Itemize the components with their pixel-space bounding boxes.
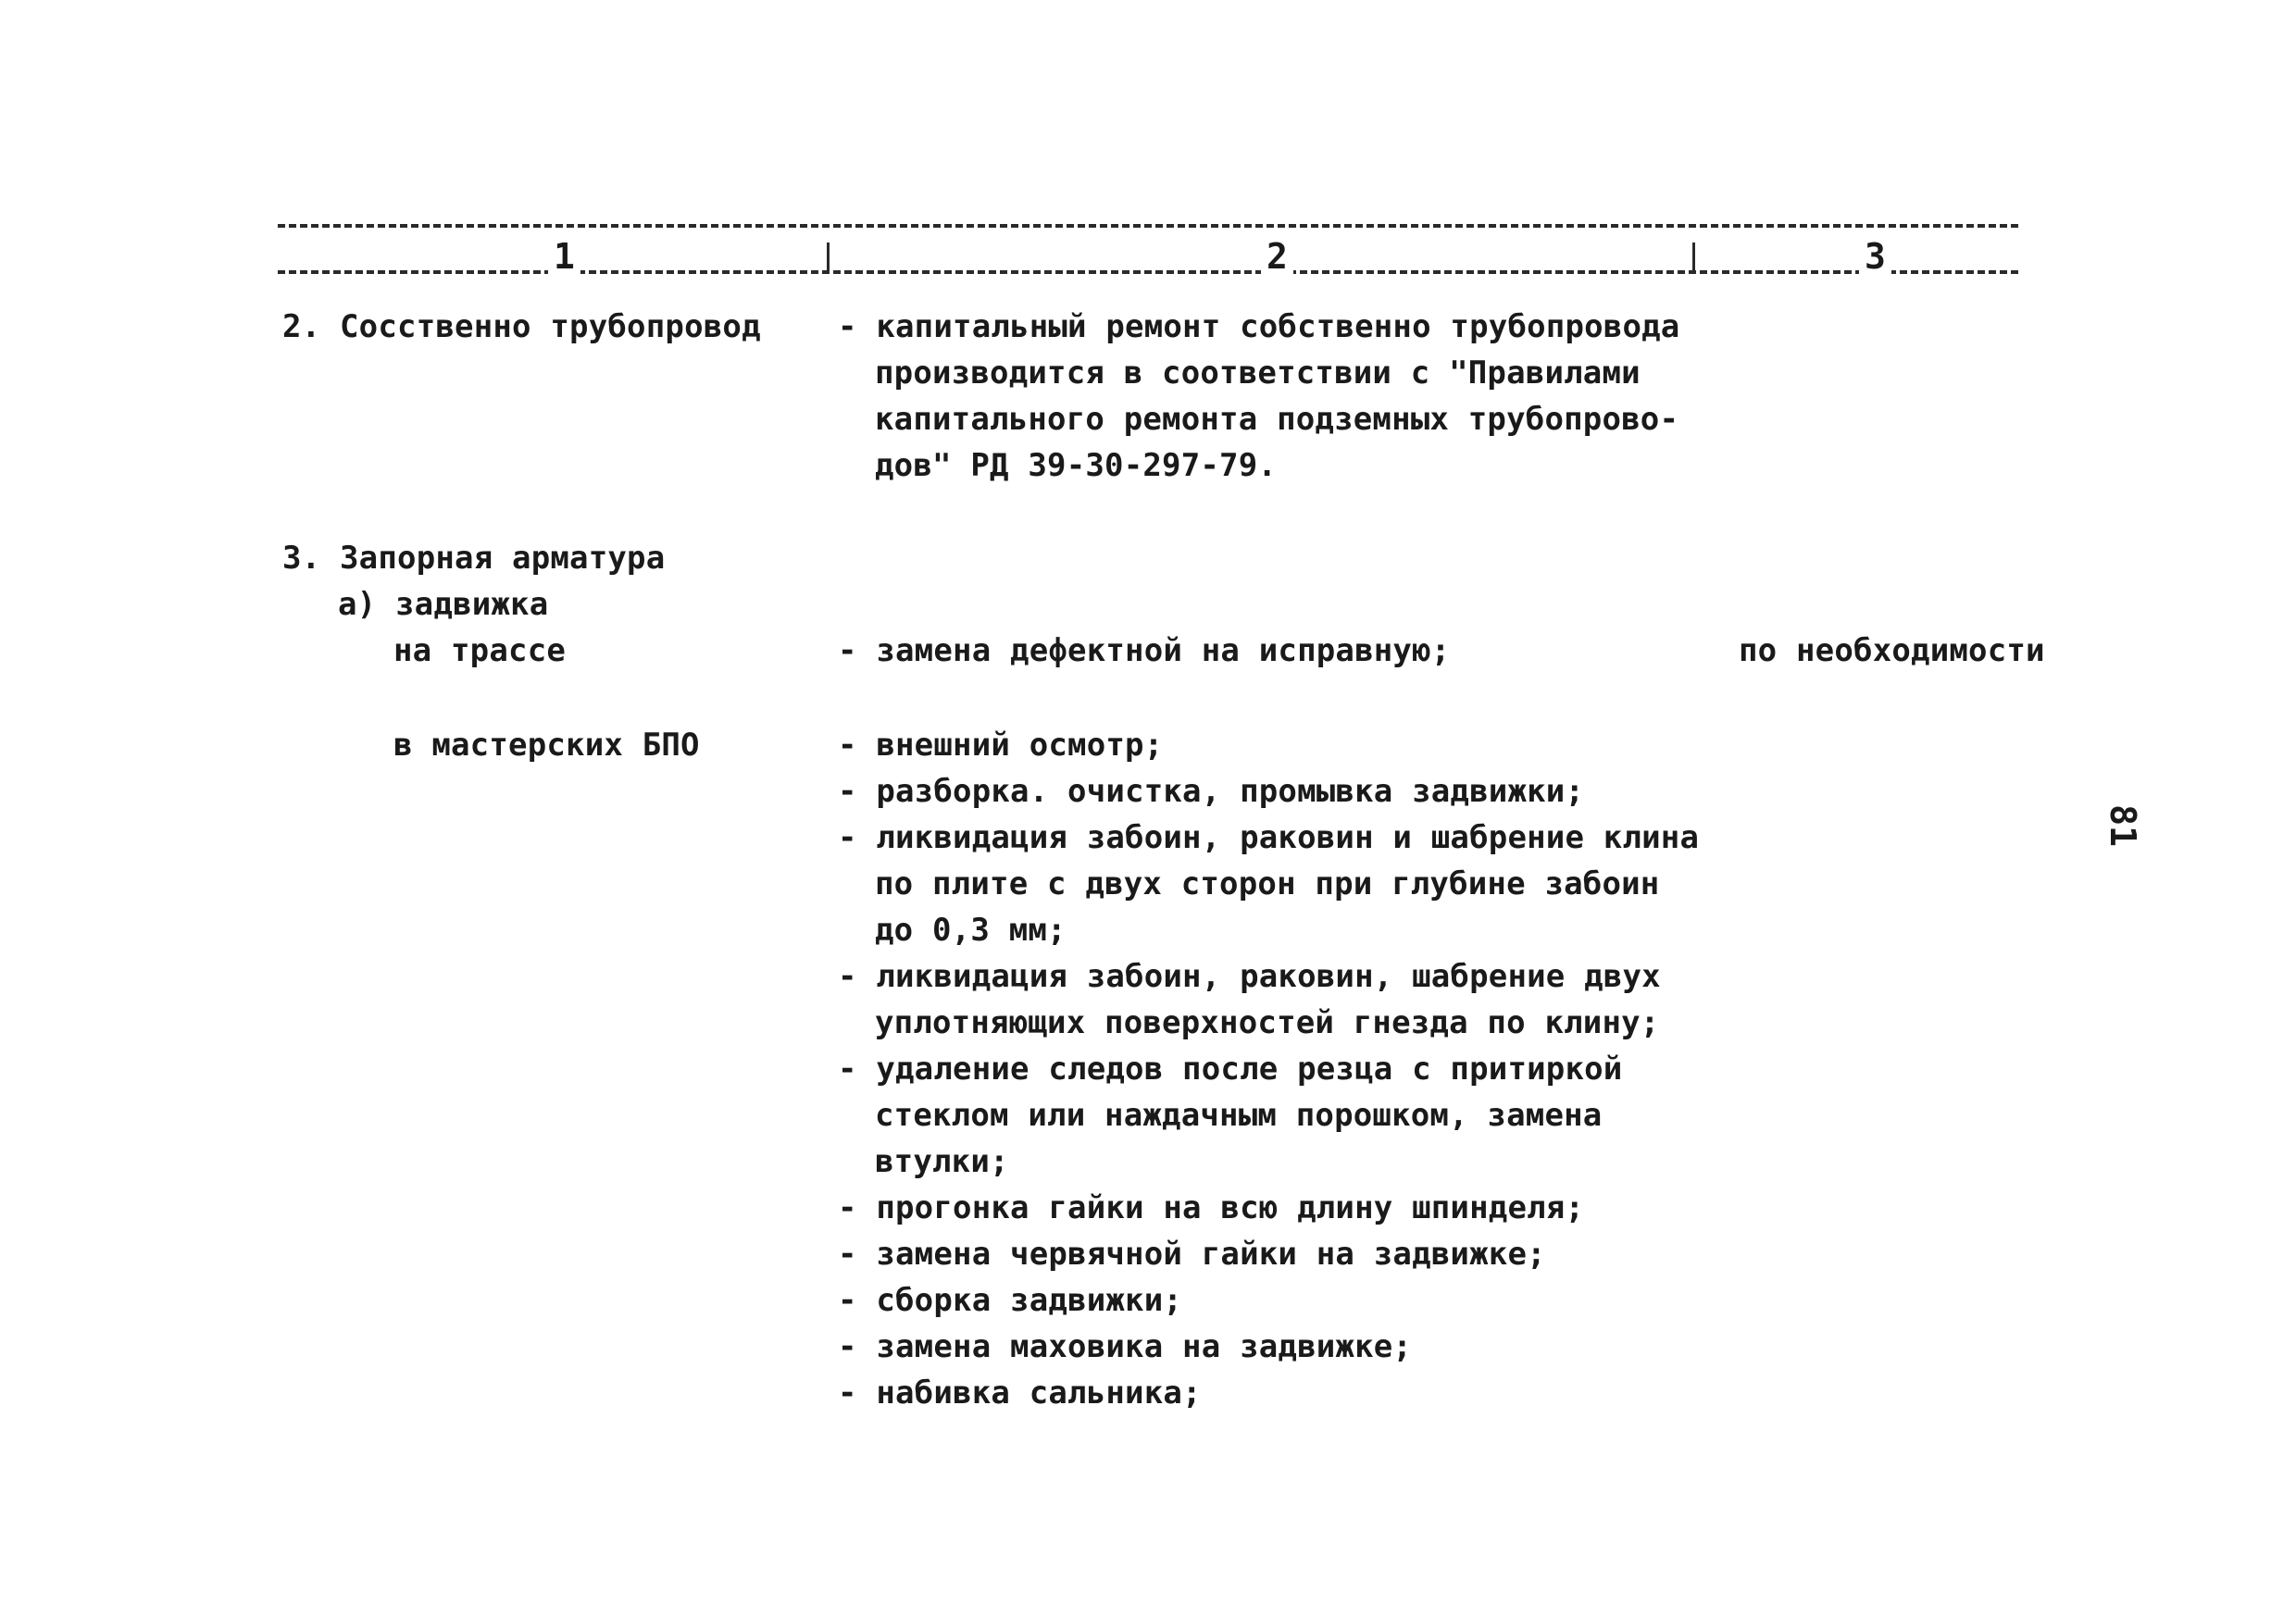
header-rule-bottom xyxy=(278,270,2018,274)
workshop-line: - прогонка гайки на всю длину шпинделя; xyxy=(838,1189,1585,1226)
workshop-line: - ликвидация забоин, раковин и шабрение клина xyxy=(838,819,1700,856)
workshop-line: - удаление следов после резца с притиркой xyxy=(838,1051,1623,1088)
workshop-line: уплотняющих поверхностей гнезда по клину; xyxy=(875,1004,1660,1041)
workshop-line: - замена маховика на задвижке; xyxy=(838,1328,1413,1365)
section-2-line: - капитальный ремонт собственно трубопровода xyxy=(838,308,1680,345)
workshop-line: - замена червячной гайки на задвижке; xyxy=(838,1236,1546,1273)
section-2-line: капитального ремонта подземных трубопрово- xyxy=(875,401,1679,438)
on-route-text: - замена дефектной на исправную; xyxy=(838,632,1451,669)
workshop-line: - набивка сальника; xyxy=(838,1374,1202,1412)
header-rule-top xyxy=(278,224,2018,228)
workshop-line: по плите с двух сторон при глубине забоин xyxy=(875,865,1660,902)
column-separator xyxy=(827,243,830,270)
on-route-note: по необходимости xyxy=(1739,632,2045,669)
workshop-line: - внешний осмотр; xyxy=(838,727,1164,764)
workshop-line: - разборка. очистка, промывка задвижки; xyxy=(838,773,1585,810)
page-number: 81 xyxy=(2102,804,2143,847)
section-2-line: производится в соответствии с "Правилами xyxy=(875,354,1641,392)
workshop-line: - ликвидация забоин, раковин, шабрение двух xyxy=(838,958,1661,995)
workshop-line: втулки; xyxy=(875,1143,1009,1180)
workshop-line: до 0,3 мм; xyxy=(875,912,1067,949)
column-number-2: 2 xyxy=(1261,239,1293,274)
column-separator xyxy=(1692,243,1695,270)
section-2-line: дов" РД 39-30-297-79. xyxy=(875,447,1278,484)
column-number-1: 1 xyxy=(548,239,580,274)
workshop-label: в мастерских БПО xyxy=(393,727,700,764)
on-route-label: на трассе xyxy=(393,632,567,669)
workshop-line: стеклом или наждачным порошком, замена xyxy=(875,1097,1603,1134)
column-number-3: 3 xyxy=(1859,239,1891,274)
section-3a-title: а) задвижка xyxy=(338,586,549,623)
workshop-line: - сборка задвижки; xyxy=(838,1282,1183,1319)
section-2-title: 2. Сосственно трубопровод xyxy=(282,308,761,345)
section-3-title: 3. Запорная арматура xyxy=(282,540,666,577)
